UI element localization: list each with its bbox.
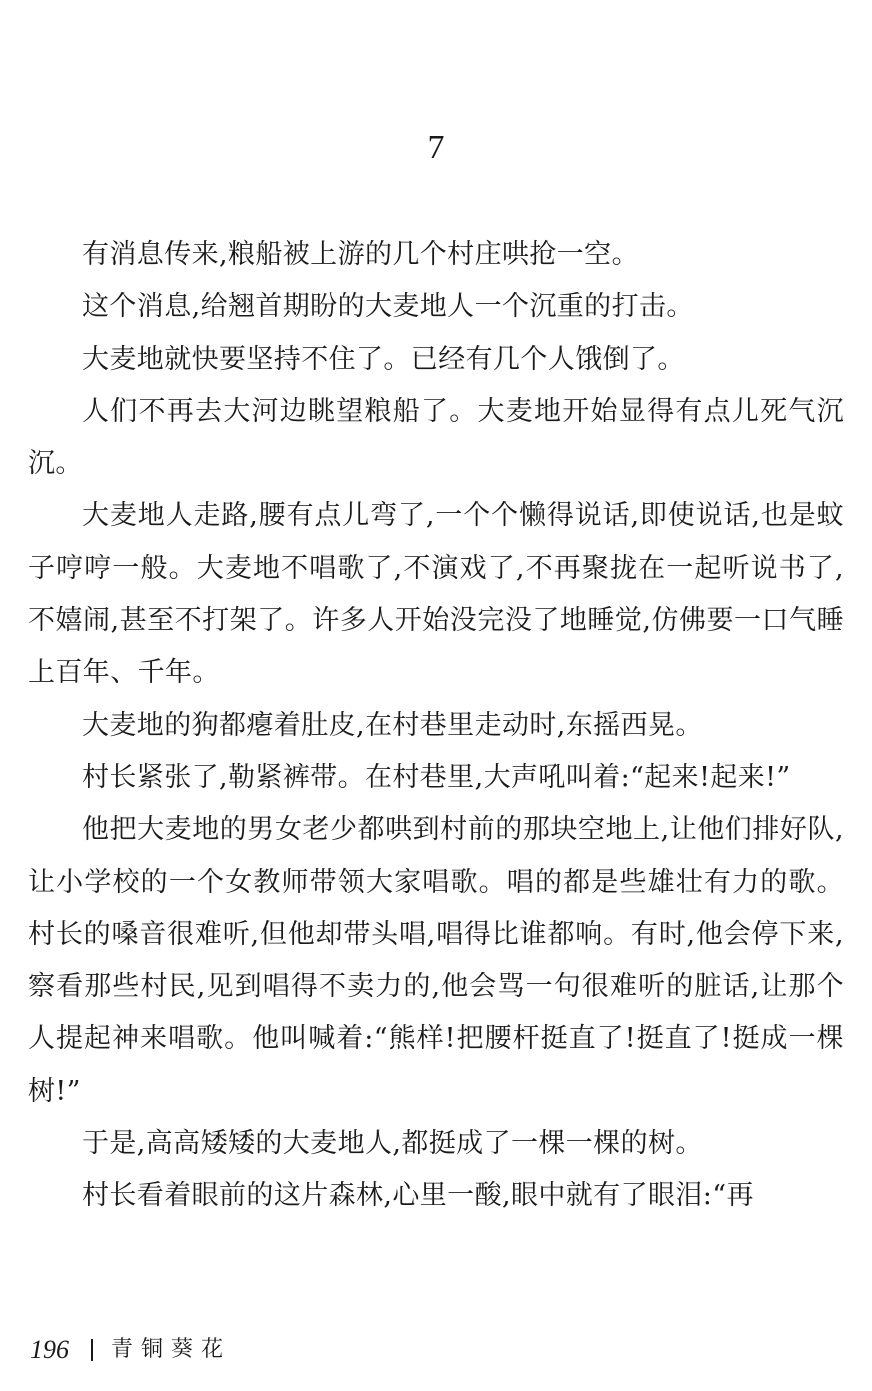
paragraph: 人们不再去大河边眺望粮船了。大麦地开始显得有点儿死气沉沉。 [28, 395, 844, 480]
paragraph: 他把大麦地的男女老少都哄到村前的那块空地上,让他们排好队,让小学校的一个女教师带领大家唱歌。唱的都是些雄壮有力的歌。村长的嗓音很难听,但他却带头唱,唱得比谁都响。有时,他会停下来,察看那些村民,见到唱得不卖力的,他会骂一句很难听的脏话,让那个人提起神来唱歌。他叫喊着:“熊样!把腰杆挺直了!挺直了!挺成一棵树!” [28, 814, 844, 1107]
paragraph: 有消息传来,粮船被上游的几个村庄哄抢一空。 [82, 239, 639, 270]
paragraph: 村长看着眼前的这片森林,心里一酸,眼中就有了眼泪:“再 [82, 1180, 754, 1212]
paragraph: 于是,高高矮矮的大麦地人,都挺成了一棵一棵的树。 [82, 1128, 703, 1160]
paragraph: 大麦地就快要坚持不住了。已经有几个人饿倒了。 [82, 343, 685, 375]
paragraph: 这个消息,给翘首期盼的大麦地人一个沉重的打击。 [82, 291, 694, 323]
paragraph: 大麦地的狗都瘪着肚皮,在村巷里走动时,东摇西晃。 [82, 709, 703, 741]
chapter-number: 7 [427, 129, 445, 166]
page-footer [30, 1330, 231, 1370]
book-title: 青铜葵花 [111, 1337, 232, 1362]
body-text [28, 229, 844, 1223]
paragraph: 村长紧张了,勒紧裤带。在村巷里,大声吼叫着:“起来!起来!” [82, 761, 791, 793]
page-number: 196 [30, 1335, 69, 1364]
footer-divider [91, 1339, 93, 1361]
paragraph: 大麦地人走路,腰有点儿弯了,一个个懒得说话,即使说话,也是蚊子哼哼一般。大麦地不唱歌了,不演戏了,不再聚拢在一起听说书了,不嬉闹,甚至不打架了。许多人开始没完没了地睡觉,仿佛要一口气睡上百年、千年。 [28, 500, 844, 689]
